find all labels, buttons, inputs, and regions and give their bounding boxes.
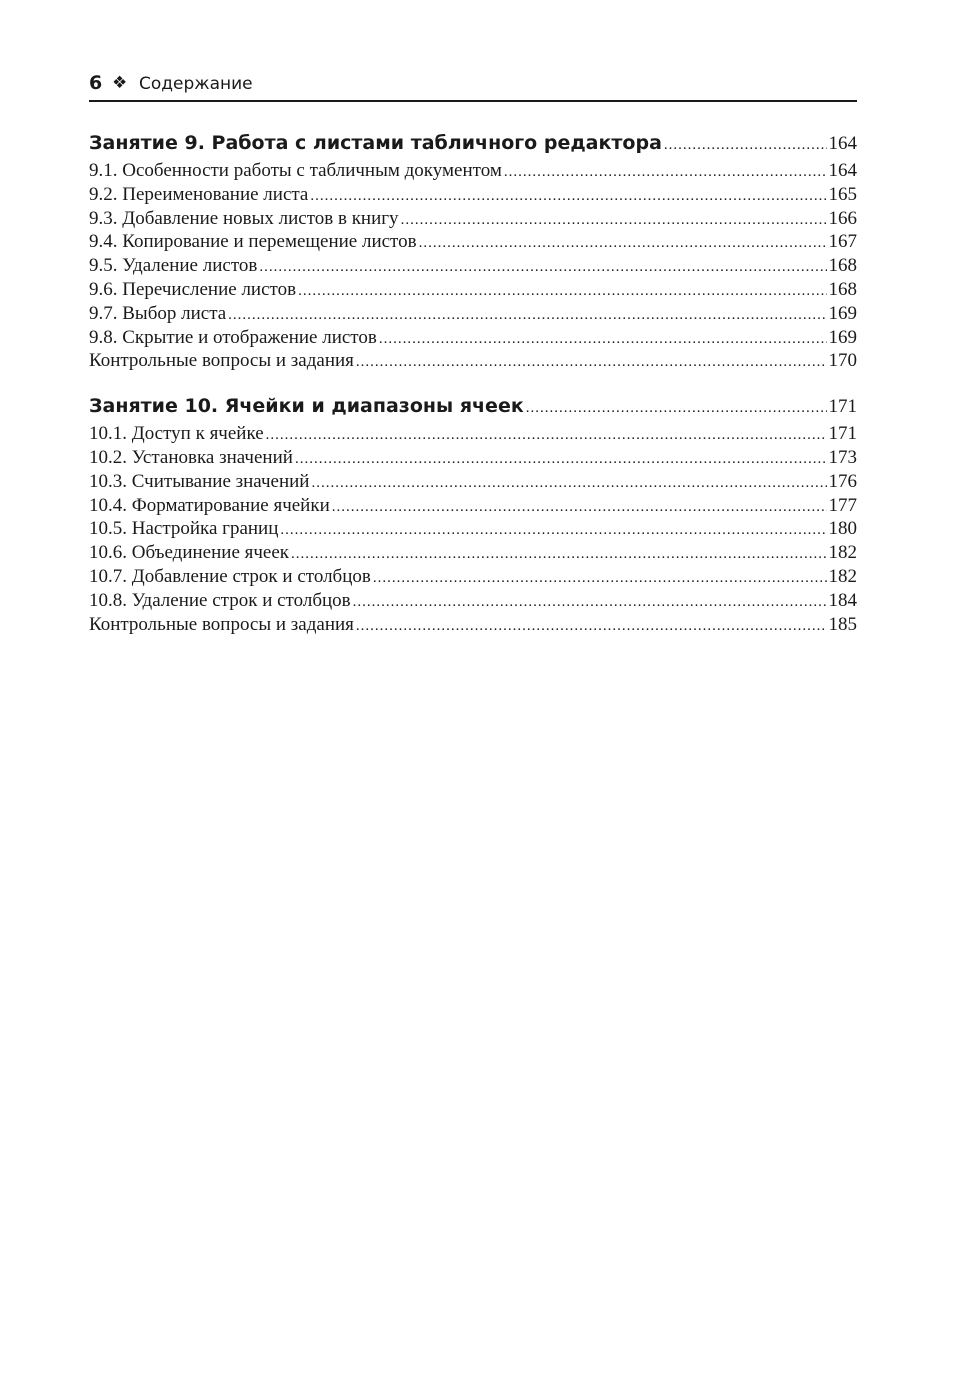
toc-entry-label: 10.2. Установка значений xyxy=(89,446,293,468)
toc-entry-page: 173 xyxy=(828,446,857,468)
toc-heading[interactable] xyxy=(89,128,857,159)
toc-entry-label: 10.4. Форматирование ячейки xyxy=(89,494,330,516)
dot-leader xyxy=(310,185,826,207)
dot-leader xyxy=(356,615,827,637)
toc-entry-page: 180 xyxy=(828,518,857,540)
toc-entry-page: 170 xyxy=(828,350,857,372)
dot-leader xyxy=(379,328,827,350)
toc-entry[interactable] xyxy=(89,302,857,326)
toc-entry-label: 9.3. Добавление новых листов в книгу xyxy=(89,207,399,229)
toc-heading-title: Занятие 9. Работа с листами табличного редактора xyxy=(89,132,662,154)
toc-entry-page: 168 xyxy=(828,278,857,300)
toc-entry-page: 165 xyxy=(828,183,857,205)
dot-leader xyxy=(526,393,827,422)
toc-entry-label: 9.5. Удаление листов xyxy=(89,255,258,277)
dot-leader xyxy=(353,591,827,613)
dot-leader xyxy=(280,519,826,541)
dot-leader xyxy=(356,351,827,373)
toc-section-lesson-10 xyxy=(89,391,857,636)
toc-entry[interactable] xyxy=(89,207,857,231)
toc-entry-label: 9.8. Скрытие и отображение листов xyxy=(89,326,377,348)
toc-entry[interactable] xyxy=(89,541,857,565)
toc-entry-label: 10.6. Объединение ячеек xyxy=(89,542,290,564)
toc-entry[interactable] xyxy=(89,589,857,613)
toc-entry-page: 167 xyxy=(828,231,857,253)
ornament-icon: ❖ xyxy=(112,73,128,93)
toc-heading-page: 171 xyxy=(828,396,857,418)
toc-entry-label: 10.7. Добавление строк и столбцов xyxy=(89,565,371,587)
dot-leader xyxy=(259,256,826,278)
dot-leader xyxy=(504,161,827,183)
toc-entry[interactable] xyxy=(89,278,857,302)
toc-entry-page: 184 xyxy=(828,589,857,611)
toc-entry-page: 177 xyxy=(828,494,857,516)
toc-entry-page: 169 xyxy=(828,302,857,324)
dot-leader xyxy=(295,448,827,470)
toc-entry[interactable] xyxy=(89,517,857,541)
toc-entry[interactable] xyxy=(89,326,857,350)
toc-entry-label: Контрольные вопросы и задания xyxy=(89,613,354,635)
dot-leader xyxy=(311,472,826,494)
toc-entry-label: Контрольные вопросы и задания xyxy=(89,350,354,372)
toc-entry-page: 176 xyxy=(828,470,857,492)
dot-leader xyxy=(373,567,827,589)
toc-entry-page: 185 xyxy=(828,613,857,635)
toc-entry[interactable] xyxy=(89,494,857,518)
page-header xyxy=(89,70,857,102)
toc-entry-label: 9.1. Особенности работы с табличным документом xyxy=(89,160,502,181)
toc-entry-label: 10.8. Удаление строк и столбцов xyxy=(89,589,351,611)
dot-leader xyxy=(401,209,827,231)
toc-entry[interactable] xyxy=(89,159,857,183)
toc-entry[interactable] xyxy=(89,349,857,373)
toc-entry-page: 168 xyxy=(828,255,857,277)
toc-entry[interactable] xyxy=(89,565,857,589)
toc-entry[interactable] xyxy=(89,230,857,254)
toc-entry-page: 166 xyxy=(828,207,857,229)
toc-entry[interactable] xyxy=(89,613,857,637)
toc-heading-title: Занятие 10. Ячейки и диапазоны ячеек xyxy=(89,395,524,418)
toc-entry[interactable] xyxy=(89,254,857,278)
toc-entry-page: 182 xyxy=(828,542,857,564)
toc-heading[interactable] xyxy=(89,391,857,422)
dot-leader xyxy=(291,543,826,565)
toc-entry-page: 182 xyxy=(828,565,857,587)
toc-entry-label: 10.5. Настройка границ xyxy=(89,518,279,540)
toc-entry-label: 9.6. Перечисление листов xyxy=(89,278,297,300)
page-number: 6 xyxy=(89,72,103,94)
dot-leader xyxy=(419,232,827,254)
running-title: Содержание xyxy=(139,74,253,94)
toc-entry-label: 9.2. Переименование листа xyxy=(89,183,309,205)
table-of-contents xyxy=(89,128,857,654)
dot-leader xyxy=(266,424,827,446)
toc-entry[interactable] xyxy=(89,470,857,494)
dot-leader xyxy=(228,304,826,326)
toc-entry-label: 9.7. Выбор листа xyxy=(89,302,227,324)
toc-entry[interactable] xyxy=(89,422,857,446)
toc-entry-page: 164 xyxy=(828,160,857,181)
dot-leader xyxy=(332,496,827,518)
toc-entry[interactable] xyxy=(89,183,857,207)
toc-entry-page: 169 xyxy=(828,326,857,348)
toc-entry-label: 10.3. Считывание значений xyxy=(89,470,310,492)
dot-leader xyxy=(298,280,826,302)
toc-entry[interactable] xyxy=(89,446,857,470)
toc-heading-page: 164 xyxy=(828,133,857,154)
dot-leader xyxy=(664,130,827,159)
toc-entry-label: 10.1. Доступ к ячейке xyxy=(89,423,264,445)
toc-entry-label: 9.4. Копирование и перемещение листов xyxy=(89,231,417,253)
toc-entry-page: 171 xyxy=(828,423,857,445)
toc-section-lesson-9 xyxy=(89,128,857,373)
